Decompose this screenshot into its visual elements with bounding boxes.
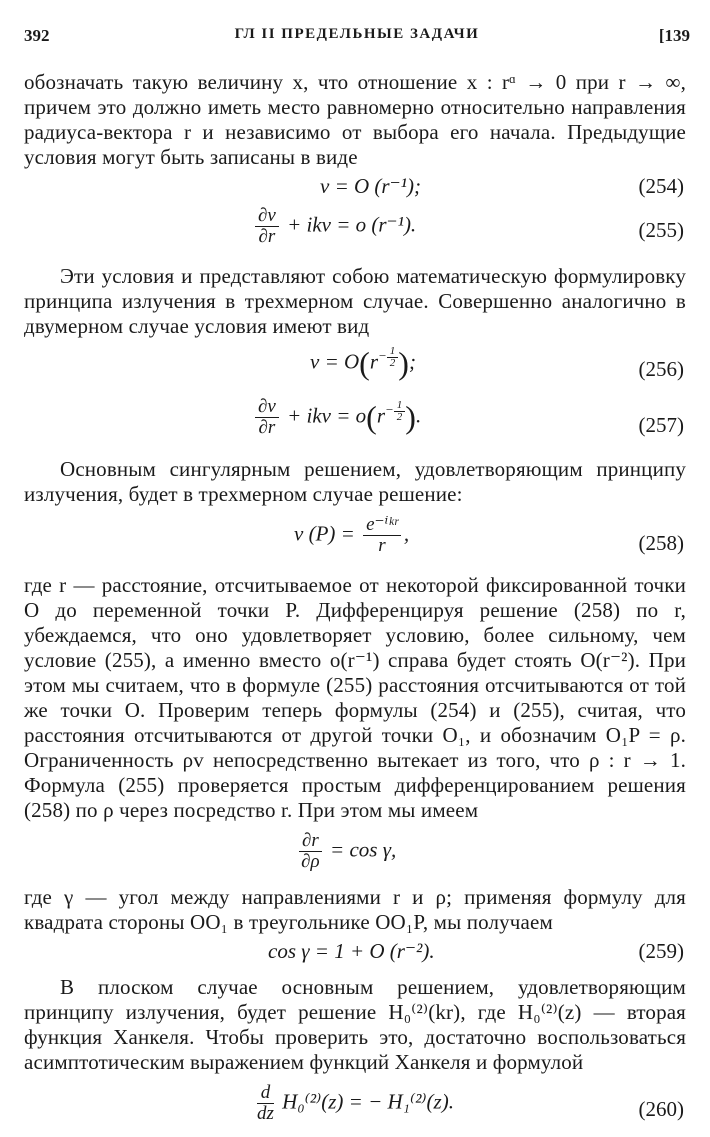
fraction-denominator: ∂r: [258, 226, 276, 247]
fraction-numerator: ∂v: [255, 206, 279, 227]
equation-cos: $\frac{\partial r}{\partial\rho}$ = cos γ,: [24, 829, 686, 885]
fraction: [255, 206, 279, 247]
equation-254-formula: v = O (r⁻¹);: [320, 174, 421, 198]
equation-255-rest: + ikv = o (r⁻¹).: [287, 212, 417, 237]
page-body: [24, 70, 686, 1137]
equation-256-lhs: v = O: [310, 349, 360, 374]
fraction-denominator: ∂ρ: [301, 851, 320, 872]
equation-260-number: (260): [638, 1097, 684, 1121]
fraction-denominator: dz: [257, 1103, 274, 1124]
fraction: [363, 515, 401, 556]
equation-259-number: (259): [638, 939, 684, 963]
paragraph-2: Эти условия и представляют собою математическую формулировку принципа излучения в трехмерном случае. Совершенно аналогично в двумерном случае условия имеют вид: [24, 264, 686, 338]
fraction: [257, 1083, 274, 1124]
fraction-numerator: ∂r: [299, 831, 322, 852]
equation-254-number: (254): [638, 174, 684, 198]
equation-255: [24, 206, 686, 254]
running-header: [24, 26, 690, 50]
fraction: [299, 831, 322, 872]
fraction-numerator: ∂v: [255, 397, 279, 418]
equation-256-number: (256): [638, 357, 684, 381]
paragraph-6: В плоском случае основным решением, удовлетворяющим принципу излучения, будет решение H₀⁽²⁾(kr), где H₀⁽²⁾(z) — вторая функция Ханкеля. Чтобы проверить это, достаточно воспользоваться асимптотическим выражением функций Ханкеля и формулой: [24, 975, 686, 1074]
paragraph-5: где γ — угол между направлениями r и ρ; применяя формулу для квадрата стороны OO₁ в треугольнике OO₁P, мы получаем: [24, 885, 686, 934]
running-title: ГЛ II ПРЕДЕЛЬНЫЕ ЗАДАЧИ: [234, 26, 480, 42]
equation-260: $\frac{d}{dz}$ H₀⁽²⁾(z) = − H₁⁽²⁾(z). (260): [257, 1082, 684, 1124]
equation-258-number: (258): [638, 531, 684, 555]
fraction: [255, 397, 279, 438]
equation-257: $\frac{\partial v}{\partial r}$ + ikv = $o(r^{- \frac{1}{2}}$ ). (257): [24, 395, 686, 451]
equation-254: [24, 170, 686, 206]
equation-259-formula: cos γ = 1 + O (r⁻²).: [268, 939, 435, 963]
fraction-numerator: d: [257, 1083, 274, 1104]
paragraph-3: Основным сингулярным решением, удовлетворяющим принципу излучения, будет в трехмерном случае решение:: [24, 457, 686, 506]
equation-259: [24, 935, 686, 975]
page-number: 392: [24, 26, 50, 45]
fraction-numerator: e⁻ⁱᵏʳ: [363, 515, 401, 536]
fraction-denominator: r: [378, 535, 386, 556]
right-marker: [139: [658, 26, 690, 45]
equation-257-number: (257): [638, 413, 684, 437]
equation-258: v (P) = $\frac{\text{e⁻ⁱᵏʳ}}{r}$ , (258): [294, 514, 684, 556]
equation-256: $v = O(r^{- \frac{1}{2}}$ ); (256): [310, 344, 684, 381]
paragraph-4: где r — расстояние, отсчитываемое от некоторой фиксированной точки O до переменной точки P. Дифференцируя решение (258) по r, убеждаемся, что оно удовлетворяет условию, более сильному, чем условие (255), а именно вместо o(r⁻¹) справа будет стоять O(r⁻²). При этом мы считаем, что в формуле (255) расстояния отсчитываются от той же точки O. Проверим теперь формулы (254) и (255), считая, что расстояния отсчитываются от другой точки O₁, и обозначим O₁P = ρ. Ограниченность ρv непосредственно вытекает из того, что ρ : r → 1. Формула (255) проверяется простым дифференцированием решения (258) по ρ через посредство r. При этом мы имеем: [24, 573, 686, 822]
paragraph-1: обозначать такую величину x, что отношение x : rᵅ → 0 при r → ∞, причем это должно иметь место равномерно относительно направления радиуса-вектора r и независимо от выбора его начала. Предыдущие условия могут быть записаны в виде: [24, 70, 686, 169]
fraction-denominator: ∂r: [258, 417, 276, 438]
equation-255-number: (255): [638, 218, 684, 242]
